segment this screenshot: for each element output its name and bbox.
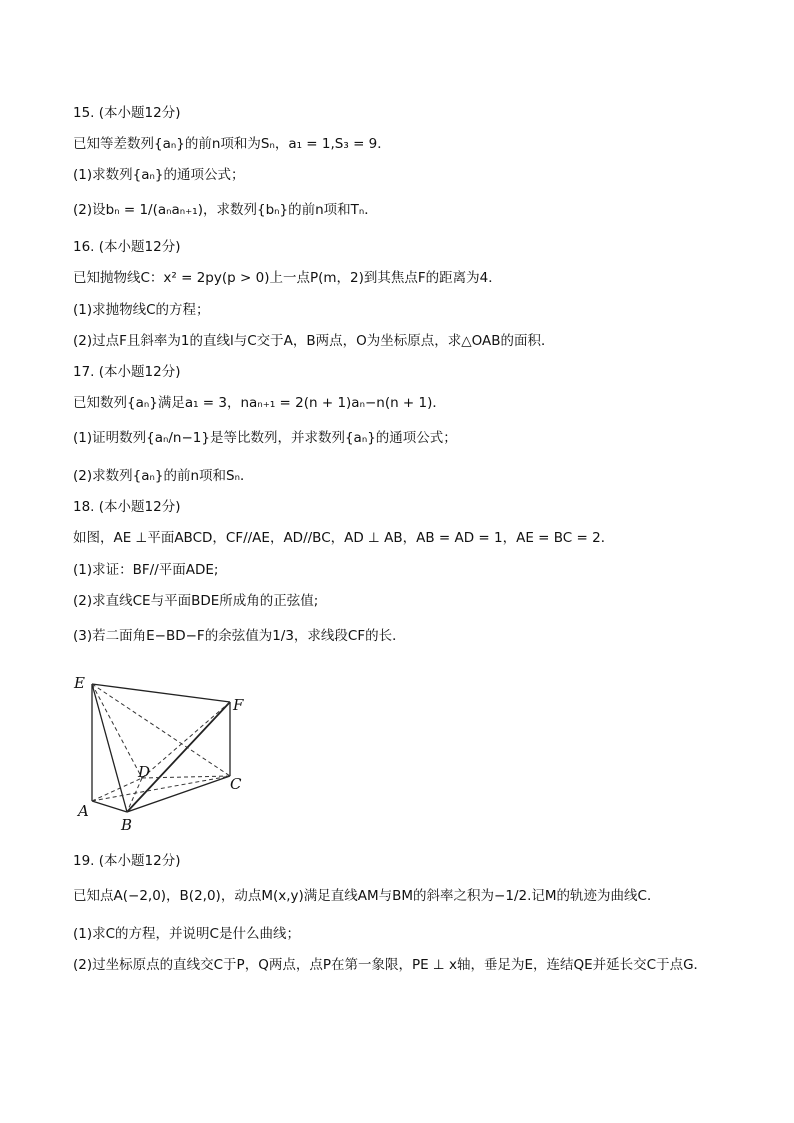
- problem-17-part-1: (1)证明数列{aₙ/n−1}是等比数列，并求数列{aₙ}的通项公式；: [73, 430, 457, 446]
- problem-15-part-1: (1)求数列{aₙ}的通项公式；: [73, 167, 245, 183]
- label-A: A: [78, 802, 89, 820]
- label-D: D: [138, 763, 151, 781]
- problem-19-header: 19. (本小题12分): [73, 853, 181, 869]
- edge-EF: [92, 684, 230, 702]
- problem-19-stem: 已知点A(−2,0)，B(2,0)，动点M(x,y)满足直线AM与BM的斜率之积为−1/2.记M的轨迹为曲线C．: [73, 888, 661, 904]
- label-F: F: [233, 696, 244, 714]
- edge-BC: [127, 776, 230, 812]
- problem-17-stem: 已知数列{aₙ}满足a₁ = 3，naₙ₊₁ = 2(n + 1)aₙ−n(n + 1)．: [73, 395, 446, 411]
- problem-18-stem: 如图，AE ⊥平面ABCD，CF//AE，AD//BC，AD ⊥ AB，AB = AD = 1，AE = BC = 2．: [73, 530, 615, 546]
- label-B: B: [121, 816, 133, 834]
- problem-18-part-1: (1)求证：BF//平面ADE;: [73, 562, 219, 578]
- problem-17-header: 17. (本小题12分): [73, 364, 181, 380]
- problem-16-part-1: (1)求抛物线C的方程；: [73, 302, 210, 318]
- problem-18-part-2: (2)求直线CE与平面BDE所成角的正弦值;: [73, 593, 319, 609]
- solid-geometry-figure: [70, 668, 260, 838]
- problem-19-part-2: (2)过坐标原点的直线交C于P，Q两点，点P在第一象限，PE ⊥ x轴，垂足为E，连结QE并延长交C于点G．: [73, 957, 708, 973]
- problem-15-part-2: (2)设bₙ = 1/(aₙaₙ₊₁)，求数列{bₙ}的前n项和Tₙ．: [73, 202, 378, 218]
- problem-16-header: 16. (本小题12分): [73, 239, 181, 255]
- problem-15-stem: 已知等差数列{aₙ}的前n项和为Sₙ，a₁ = 1,S₃ = 9．: [73, 136, 391, 152]
- label-E: E: [74, 674, 85, 692]
- problem-18-part-3: (3)若二面角E−BD−F的余弦值为1/3，求线段CF的长．: [73, 628, 406, 644]
- problem-19-part-1: (1)求C的方程，并说明C是什么曲线；: [73, 926, 300, 942]
- edge-DC: [142, 776, 230, 778]
- edge-AD: [92, 778, 142, 801]
- problem-17-part-2: (2)求数列{aₙ}的前n项和Sₙ．: [73, 468, 254, 484]
- problem-15-header: 15. (本小题12分): [73, 105, 181, 121]
- problem-16-stem: 已知抛物线C：x² = 2py(p > 0)上一点P(m，2)到其焦点F的距离为4．: [73, 270, 502, 286]
- edge-ED: [92, 684, 142, 778]
- edge-EB: [92, 684, 127, 812]
- edge-AB: [92, 801, 127, 812]
- label-C: C: [230, 775, 242, 793]
- problem-16-part-2: (2)过点F且斜率为1的直线l与C交于A，B两点，O为坐标原点，求△OAB的面积．: [73, 333, 555, 349]
- problem-18-header: 18. (本小题12分): [73, 499, 181, 515]
- edge-AC: [92, 776, 230, 801]
- edge-BF: [127, 702, 230, 812]
